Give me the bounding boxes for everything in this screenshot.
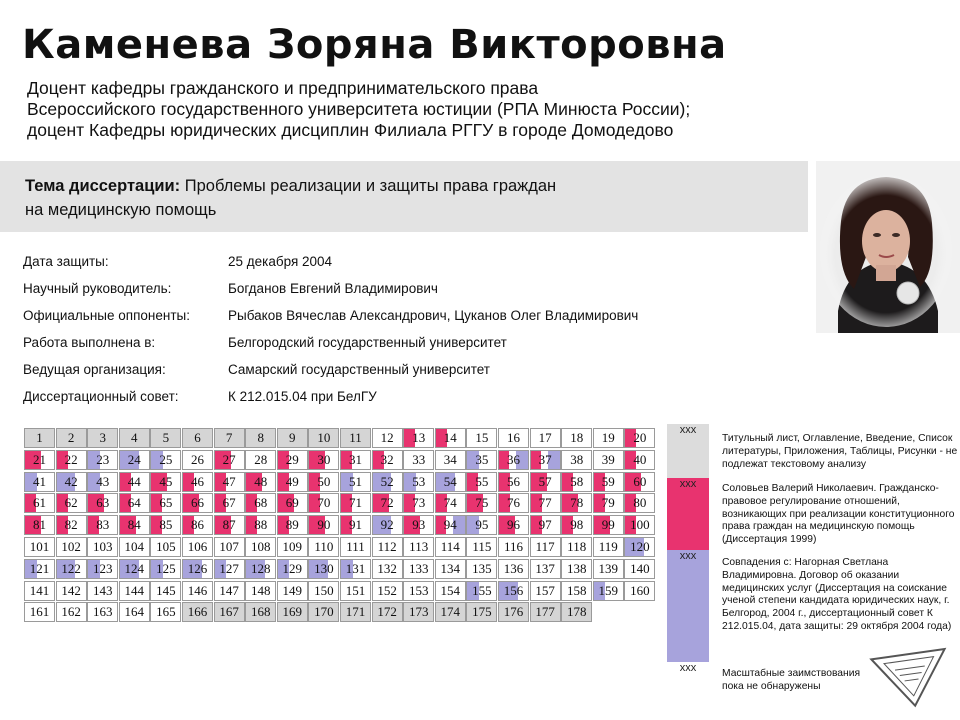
page-cell: 148 [245, 581, 276, 601]
page-cell: 149 [277, 581, 308, 601]
page-cell: 57 [530, 472, 561, 492]
legend-swatch-excluded [667, 424, 709, 478]
page-cell: 7 [214, 428, 245, 448]
page-cell: 124 [119, 559, 150, 579]
page-cell: 174 [435, 602, 466, 622]
page-cell: 167 [214, 602, 245, 622]
page-cell: 160 [624, 581, 655, 601]
page-cell: 91 [340, 515, 371, 535]
page-cell: 117 [530, 537, 561, 557]
affiliation-line: Доцент кафедры гражданского и предпринимательского права [27, 78, 539, 98]
page-cell: 12 [372, 428, 403, 448]
page-cell: 169 [277, 602, 308, 622]
page-cell: 99 [593, 515, 624, 535]
dissernet-stamp-icon [866, 640, 956, 717]
page-cell: 31 [340, 450, 371, 470]
page-cell: 37 [530, 450, 561, 470]
page-cell: 46 [182, 472, 213, 492]
page-cell: 136 [498, 559, 529, 579]
page-cell: 82 [56, 515, 87, 535]
page-cell: 128 [245, 559, 276, 579]
page-cell: 123 [87, 559, 118, 579]
page-cell: 39 [593, 450, 624, 470]
page-cell: 25 [150, 450, 181, 470]
page-cell: 95 [466, 515, 497, 535]
page-cell: 13 [403, 428, 434, 448]
page-cell: 88 [245, 515, 276, 535]
page-cell: 87 [214, 515, 245, 535]
legend-text-solovyev: Соловьев Валерий Николаевич. Гражданско-правовое регулирование отношений, возникающих при реализации конституционного права граждан на медицинскую помощь (Диссертация 1999) [722, 483, 955, 546]
page-cell: 175 [466, 602, 497, 622]
page-cell: 152 [372, 581, 403, 601]
page-cell: 178 [561, 602, 592, 622]
page-cell: 33 [403, 450, 434, 470]
page-cell: 166 [182, 602, 213, 622]
page-cell: 134 [435, 559, 466, 579]
page-cell: 112 [372, 537, 403, 557]
page-cell: 4 [119, 428, 150, 448]
page-cell: 51 [340, 472, 371, 492]
legend-text-none: Масштабные заимствования пока не обнаружены [722, 668, 861, 692]
info-label: Ведущая организация: [23, 362, 166, 377]
page-cell: 26 [182, 450, 213, 470]
info-value: К 212.015.04 при БелГУ [228, 389, 377, 404]
page-cell: 86 [182, 515, 213, 535]
page-cell: 121 [24, 559, 55, 579]
page-cell: 163 [87, 602, 118, 622]
page-cell: 106 [182, 537, 213, 557]
page-cell: 35 [466, 450, 497, 470]
portrait-photo [816, 161, 960, 333]
page-cell: 176 [498, 602, 529, 622]
page-cell: 55 [466, 472, 497, 492]
page-cell: 15 [466, 428, 497, 448]
page-cell: 6 [182, 428, 213, 448]
page-cell: 113 [403, 537, 434, 557]
page-cell: 68 [245, 493, 276, 513]
page-cell: 103 [87, 537, 118, 557]
page-cell: 30 [308, 450, 339, 470]
page-cell: 48 [245, 472, 276, 492]
page-cell: 170 [308, 602, 339, 622]
page-cell: 147 [214, 581, 245, 601]
page-cell: 107 [214, 537, 245, 557]
page-cell: 156 [498, 581, 529, 601]
info-value: Белгородский государственный университет [228, 335, 507, 350]
page-cell: 36 [498, 450, 529, 470]
page-cell: 80 [624, 493, 655, 513]
page-cell: 133 [403, 559, 434, 579]
page-cell: 66 [182, 493, 213, 513]
page-cell: 101 [24, 537, 55, 557]
page-cell: 73 [403, 493, 434, 513]
topic-text-line1: Проблемы реализации и защиты права граждан [184, 177, 557, 195]
page-cell: 38 [561, 450, 592, 470]
info-value: Богданов Евгений Владимирович [228, 281, 438, 296]
page-cell: 24 [119, 450, 150, 470]
page-cell: 29 [277, 450, 308, 470]
page-cell: 47 [214, 472, 245, 492]
page-cell: 102 [56, 537, 87, 557]
page-cell: 142 [56, 581, 87, 601]
legend-code: xxx [679, 478, 697, 490]
page-cell: 19 [593, 428, 624, 448]
page-cell: 140 [624, 559, 655, 579]
page-cell: 42 [56, 472, 87, 492]
legend-code: xxx [679, 662, 697, 674]
page-cell: 139 [593, 559, 624, 579]
page-cell: 94 [435, 515, 466, 535]
dissertation-topic [25, 174, 665, 222]
page-cell: 27 [214, 450, 245, 470]
legend-swatch-nagornaya [667, 550, 709, 662]
page-cell: 129 [277, 559, 308, 579]
info-value: Самарский государственный университет [228, 362, 490, 377]
page-cell: 164 [119, 602, 150, 622]
page-cell: 122 [56, 559, 87, 579]
page-cell: 104 [119, 537, 150, 557]
page-cell: 14 [435, 428, 466, 448]
page-cell: 110 [308, 537, 339, 557]
page-cell: 108 [245, 537, 276, 557]
page-cell: 63 [87, 493, 118, 513]
page-cell: 85 [150, 515, 181, 535]
page-cell: 61 [24, 493, 55, 513]
page-cell: 50 [308, 472, 339, 492]
page-cell: 18 [561, 428, 592, 448]
info-label: Научный руководитель: [23, 281, 172, 296]
page-cell: 93 [403, 515, 434, 535]
page-cell: 109 [277, 537, 308, 557]
page-cell: 22 [56, 450, 87, 470]
person-name: Каменева Зоряна Викторовна [22, 22, 727, 68]
page-cell: 69 [277, 493, 308, 513]
page-cell: 111 [340, 537, 371, 557]
page-cell: 90 [308, 515, 339, 535]
page-cell: 162 [56, 602, 87, 622]
page-cell: 158 [561, 581, 592, 601]
page-cell: 97 [530, 515, 561, 535]
page-cell: 74 [435, 493, 466, 513]
page-cell: 116 [498, 537, 529, 557]
page-cell: 81 [24, 515, 55, 535]
page-cell: 43 [87, 472, 118, 492]
page-cell: 71 [340, 493, 371, 513]
topic-label: Тема диссертации: [25, 177, 181, 195]
page-cell: 21 [24, 450, 55, 470]
info-label: Работа выполнена в: [23, 335, 156, 350]
page-cell: 177 [530, 602, 561, 622]
page-cell: 138 [561, 559, 592, 579]
page-cell: 58 [561, 472, 592, 492]
page-cell: 168 [245, 602, 276, 622]
page-cell: 84 [119, 515, 150, 535]
page-cell: 157 [530, 581, 561, 601]
page-cell: 127 [214, 559, 245, 579]
page-cell: 98 [561, 515, 592, 535]
page-cell: 132 [372, 559, 403, 579]
page-cell: 171 [340, 602, 371, 622]
page-cell: 115 [466, 537, 497, 557]
page-cell: 65 [150, 493, 181, 513]
page-cell: 8 [245, 428, 276, 448]
legend-swatch-solovyev [667, 478, 709, 550]
page-cell: 11 [340, 428, 371, 448]
page-cell: 32 [372, 450, 403, 470]
page-cell: 44 [119, 472, 150, 492]
page-cell: 2 [56, 428, 87, 448]
page-cell: 131 [340, 559, 371, 579]
legend-text-excluded: Титульный лист, Оглавление, Введение, Список литературы, Приложения, Таблицы, Рисунки - не подлежат текстовому анализу [722, 433, 958, 470]
page-cell: 151 [340, 581, 371, 601]
affiliation-line: Всероссийского государственного университета юстиции (РПА Минюста России); [27, 99, 691, 119]
page-cell: 62 [56, 493, 87, 513]
page-cell: 75 [466, 493, 497, 513]
page-cell: 159 [593, 581, 624, 601]
page-cell: 70 [308, 493, 339, 513]
page-cell: 9 [277, 428, 308, 448]
page-cell: 40 [624, 450, 655, 470]
info-value: 25 декабря 2004 [228, 254, 333, 269]
page-cell: 23 [87, 450, 118, 470]
page-cell: 130 [308, 559, 339, 579]
page-cell: 119 [593, 537, 624, 557]
page-cell: 3 [87, 428, 118, 448]
page-cell: 125 [150, 559, 181, 579]
page-cell: 92 [372, 515, 403, 535]
page-cell: 52 [372, 472, 403, 492]
info-label: Дата защиты: [23, 254, 109, 269]
page-cell: 114 [435, 537, 466, 557]
page-cell: 54 [435, 472, 466, 492]
topic-text-line2: на медицинскую помощь [25, 201, 217, 219]
affiliation-line: доцент Кафедры юридических дисциплин Филиала РГГУ в городе Домодедово [27, 120, 674, 140]
info-value: Рыбаков Вячеслав Александрович, Цуканов Олег Владимирович [228, 308, 639, 323]
page-cell: 154 [435, 581, 466, 601]
page-cell: 145 [150, 581, 181, 601]
page-cell: 96 [498, 515, 529, 535]
page-cell: 161 [24, 602, 55, 622]
page-cell: 89 [277, 515, 308, 535]
page-cell: 83 [87, 515, 118, 535]
page-cell: 53 [403, 472, 434, 492]
page-cell: 16 [498, 428, 529, 448]
legend-swatch-none [667, 662, 709, 696]
page-cell: 45 [150, 472, 181, 492]
page-cell: 28 [245, 450, 276, 470]
info-label: Диссертационный совет: [23, 389, 179, 404]
page-cell: 5 [150, 428, 181, 448]
page-cell: 126 [182, 559, 213, 579]
page-cell: 144 [119, 581, 150, 601]
page-cell: 165 [150, 602, 181, 622]
page-cell: 172 [372, 602, 403, 622]
page-cell: 153 [403, 581, 434, 601]
page-cell: 20 [624, 428, 655, 448]
info-label: Официальные оппоненты: [23, 308, 190, 323]
page-cell: 141 [24, 581, 55, 601]
page-cell: 135 [466, 559, 497, 579]
page-cell: 105 [150, 537, 181, 557]
page-cell: 77 [530, 493, 561, 513]
page-cell: 79 [593, 493, 624, 513]
page-cell: 120 [624, 537, 655, 557]
page-cell: 78 [561, 493, 592, 513]
legend-code: xxx [679, 424, 697, 436]
page-cell: 67 [214, 493, 245, 513]
page-cell: 49 [277, 472, 308, 492]
page-cell: 72 [372, 493, 403, 513]
page-cell: 17 [530, 428, 561, 448]
page-cell: 64 [119, 493, 150, 513]
page-cell: 173 [403, 602, 434, 622]
page-cell: 146 [182, 581, 213, 601]
page-cell: 118 [561, 537, 592, 557]
page-cell: 60 [624, 472, 655, 492]
page-cell: 41 [24, 472, 55, 492]
page-cell: 155 [466, 581, 497, 601]
page-cell: 143 [87, 581, 118, 601]
page-cell: 76 [498, 493, 529, 513]
page-cell: 34 [435, 450, 466, 470]
affiliation [27, 78, 787, 141]
page-cell: 56 [498, 472, 529, 492]
page-cell: 137 [530, 559, 561, 579]
page-cell: 100 [624, 515, 655, 535]
page-cell: 10 [308, 428, 339, 448]
legend-text-nagornaya: Совпадения с: Нагорная Светлана Владимировна. Договор об оказании медицинских услуг (Диссертация на соискание ученой степени кандидата юридических наук, г. Белгород, 2004 г., диссертационный совет К 212.015.04, дата защиты: 29 октября 2004 года) [722, 557, 952, 632]
page-cell: 59 [593, 472, 624, 492]
page-cell: 1 [24, 428, 55, 448]
legend-code: xxx [679, 550, 697, 562]
page-cell: 150 [308, 581, 339, 601]
